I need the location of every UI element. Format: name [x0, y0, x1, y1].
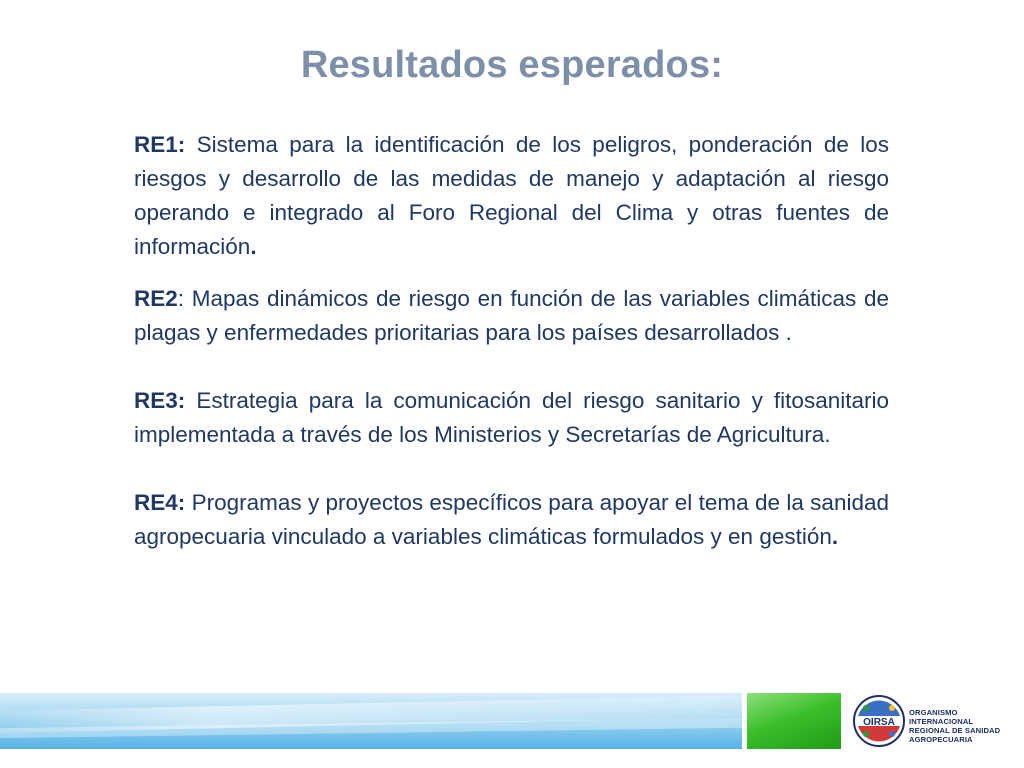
footer-green-block: [747, 693, 841, 749]
result-tag: RE4:: [134, 490, 186, 515]
result-text: Estrategia para la comunicación del riesgo sanitario y fitosanitario implementada a través de los Ministerios y Secretarías de Agricultura.: [134, 388, 889, 447]
result-tag: RE1:: [134, 132, 186, 157]
slide-title: Resultados esperados:: [300, 44, 724, 86]
result-re3: [134, 384, 889, 452]
org-name-line: ORGANISMO INTERNACIONAL: [909, 708, 974, 726]
result-end: .: [250, 234, 257, 259]
logo-text: OIRSA: [863, 717, 895, 728]
result-tag: RE3:: [134, 388, 186, 413]
result-text: : Mapas dinámicos de riesgo en función de las variables climáticas de plagas y enfermedades prioritarias para los países desarrollados .: [134, 286, 889, 345]
org-name: [909, 708, 1019, 744]
results-list: [134, 128, 889, 554]
result-re1: [134, 128, 889, 264]
result-re2: [134, 282, 889, 350]
result-end: .: [831, 524, 839, 549]
result-re4: [134, 486, 889, 554]
result-text: Programas y proyectos específicos para apoyar el tema de la sanidad agropecuaria vinculado a variables climáticas formulados y en gestión: [134, 490, 889, 549]
org-name-line: AGROPECUARIA: [909, 735, 973, 744]
result-tag: RE2: [134, 286, 178, 311]
footer-blue-band: [0, 693, 742, 749]
org-name-line: REGIONAL DE SANIDAD: [909, 726, 1001, 735]
oirsa-logo-icon: [852, 694, 906, 748]
result-text: Sistema para la identificación de los peligros, ponderación de los riesgos y desarrollo de las medidas de manejo y adaptación al riesgo operando e integrado al Foro Regional del Clima y otras fuentes de información: [134, 132, 889, 259]
